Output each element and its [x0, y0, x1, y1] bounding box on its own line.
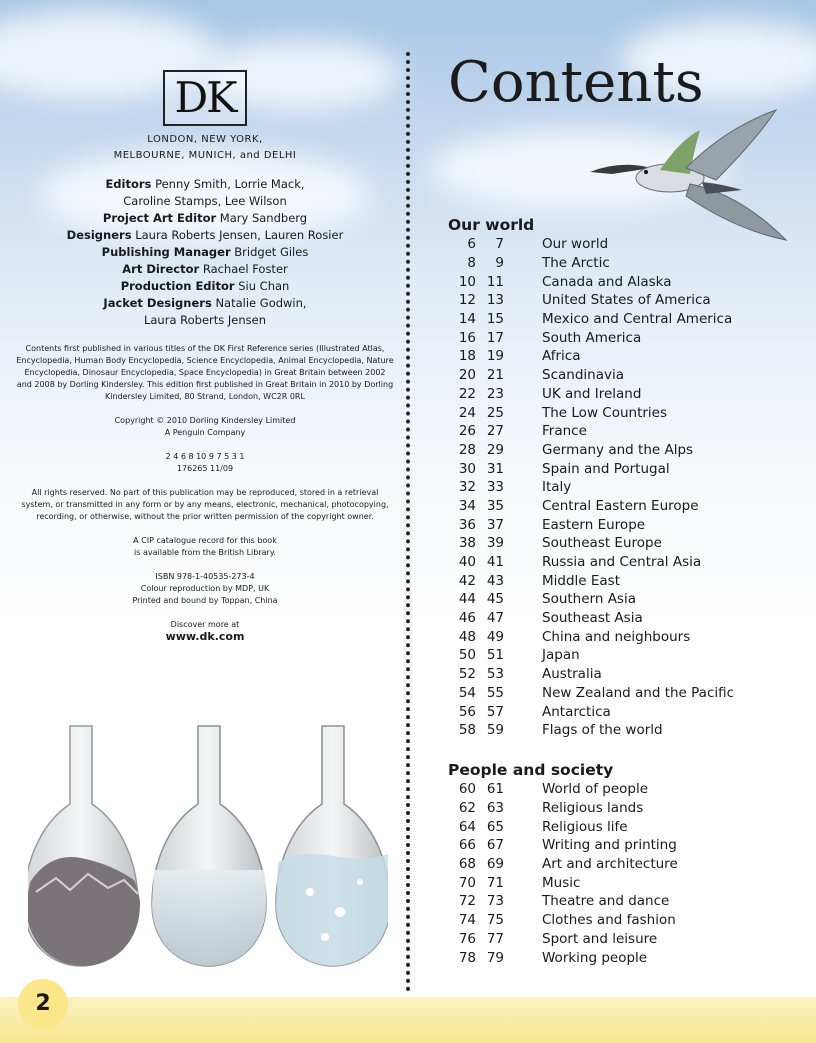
page-number: 2	[18, 979, 68, 1029]
end-page: 73	[486, 893, 504, 910]
start-page: 54	[458, 684, 476, 701]
contents-entry[interactable]	[448, 684, 734, 703]
entry-title: Sport and leisure	[542, 930, 658, 947]
end-page: 29	[486, 441, 504, 458]
start-page: 74	[458, 912, 476, 929]
start-page: 44	[458, 591, 476, 608]
first-published-note: Contents first published in various titles of the DK First Reference series (Illustrated Atlas, Encyclopedia, Human Body Encyclopedia, Science Encyclopedia, Animal Encyclopedia, Nature Encyclopedia, Dinosaur Encyclopedia, Space Encyclopedia) in Great Britain between 2002 and 2008 by Dorling Kindersley. This edition first published in Great Britain in 2010 by Dorling Kindersley Limited, 80 Strand, London, WC2R 0RL	[16, 344, 394, 401]
credit-line	[20, 278, 390, 295]
end-page: 15	[486, 311, 504, 328]
end-page: 45	[486, 591, 504, 608]
start-page: 8	[467, 255, 476, 272]
contents-entry[interactable]	[448, 817, 678, 836]
start-page: 68	[458, 856, 476, 873]
end-page: 9	[495, 255, 504, 272]
start-page: 78	[458, 949, 476, 966]
entry-title: United States of America	[542, 292, 711, 309]
end-page: 47	[486, 610, 504, 627]
contents-entry[interactable]	[448, 836, 678, 855]
contents-entry[interactable]	[448, 799, 678, 818]
credit-names: Caroline Stamps, Lee Wilson	[123, 194, 287, 208]
contents-entry[interactable]	[448, 553, 734, 572]
end-page: 17	[486, 329, 504, 346]
isbn: ISBN 978-1-40535-273-4	[155, 572, 255, 581]
contents-entry[interactable]	[448, 272, 734, 291]
end-page: 37	[486, 516, 504, 533]
credit-names: Bridget Giles	[234, 245, 309, 259]
contents-entry[interactable]	[448, 646, 734, 665]
credit-line	[20, 312, 390, 329]
contents-entry[interactable]	[448, 422, 734, 441]
print-line	[20, 451, 390, 475]
discover-text: Discover more at	[170, 620, 240, 629]
start-page: 62	[458, 800, 476, 817]
contents-entry[interactable]	[448, 385, 734, 404]
credit-role: Production Editor	[120, 279, 235, 293]
end-page: 65	[486, 818, 504, 835]
entry-title: Southeast Asia	[542, 610, 643, 627]
contents-entry[interactable]	[448, 478, 734, 497]
credit-role: Designers	[66, 228, 132, 242]
start-page: 52	[458, 666, 476, 683]
contents-entry[interactable]	[448, 291, 734, 310]
start-page: 32	[458, 479, 476, 496]
end-page: 11	[486, 273, 504, 290]
end-page: 33	[486, 479, 504, 496]
cip-line: is available from the British Library.	[134, 548, 276, 557]
entry-title: China and neighbours	[542, 628, 691, 645]
credit-role: Publishing Manager	[101, 245, 231, 259]
contents-entry[interactable]	[448, 328, 734, 347]
start-page: 72	[458, 893, 476, 910]
end-page: 21	[486, 367, 504, 384]
entry-title: France	[542, 423, 587, 440]
cip-line: A CIP catalogue record for this book	[133, 536, 277, 545]
credit-role: Editors	[105, 177, 152, 191]
entry-title: Clothes and fashion	[542, 912, 676, 929]
entry-title: New Zealand and the Pacific	[542, 684, 735, 701]
flask-water	[152, 726, 266, 966]
flask-steam	[276, 726, 388, 966]
end-page: 7	[495, 236, 504, 253]
start-page: 42	[458, 572, 476, 589]
entry-title: Africa	[542, 348, 581, 365]
end-page: 35	[486, 497, 504, 514]
start-page: 38	[458, 535, 476, 552]
start-page: 18	[458, 348, 476, 365]
cities-line: MELBOURNE, MUNICH, and DELHI	[113, 150, 297, 161]
publisher-cities	[20, 132, 390, 164]
entry-title: South America	[542, 329, 642, 346]
contents-entry[interactable]	[448, 780, 678, 799]
contents-entry[interactable]	[448, 627, 734, 646]
section-heading: People and society	[448, 761, 614, 779]
start-page: 46	[458, 610, 476, 627]
start-page: 24	[458, 404, 476, 421]
end-page: 25	[486, 404, 504, 421]
contents-entry[interactable]	[448, 855, 678, 874]
contents-section	[448, 216, 734, 740]
start-page: 28	[458, 441, 476, 458]
credit-line	[20, 261, 390, 278]
credit-role: Jacket Designers	[103, 296, 212, 310]
credit-line	[20, 295, 390, 312]
flasks-illustration	[28, 722, 388, 970]
end-page: 51	[486, 647, 504, 664]
start-page: 70	[458, 874, 476, 891]
rights-note: All rights reserved. No part of this publication may be reproduced, stored in a retrieval system, or transmitted in any form or by any means, electronic, mechanical, photocopying, recording, or otherwise, without the prior written permission of the copyright owner.	[21, 488, 389, 521]
entry-title: Middle East	[542, 572, 621, 589]
credit-names: Laura Roberts Jensen	[143, 313, 267, 327]
entry-title: Japan	[542, 647, 580, 664]
end-page: 57	[486, 703, 504, 720]
credit-line	[20, 193, 390, 210]
credit-names: Siu Chan	[238, 279, 290, 293]
end-page: 75	[486, 912, 504, 929]
colour-repro: Colour reproduction by MDP, UK	[140, 584, 270, 593]
copyright-line: Copyright © 2010 Dorling Kindersley Limited	[114, 416, 296, 425]
dk-logo-text: DK	[174, 73, 236, 122]
end-page: 41	[486, 554, 504, 571]
entry-title: Theatre and dance	[542, 893, 670, 910]
entry-title: Southeast Europe	[542, 535, 662, 552]
contents-entry[interactable]	[448, 665, 734, 684]
start-page: 58	[458, 722, 476, 739]
start-page: 26	[458, 423, 476, 440]
end-page: 23	[486, 385, 504, 402]
contents-entry[interactable]	[448, 873, 678, 892]
contents-entry[interactable]	[448, 534, 734, 553]
cities-line: LONDON, NEW YORK,	[147, 134, 263, 145]
isbn-note	[20, 571, 390, 607]
entry-title: Flags of the world	[542, 722, 663, 739]
contents-entry[interactable]	[448, 403, 734, 422]
end-page: 13	[486, 292, 504, 309]
entry-title: Australia	[542, 666, 602, 683]
start-page: 36	[458, 516, 476, 533]
end-page: 67	[486, 837, 504, 854]
flask-ice	[28, 726, 140, 966]
entry-title: Music	[542, 874, 581, 891]
start-page: 34	[458, 497, 476, 514]
end-page: 31	[486, 460, 504, 477]
end-page: 79	[486, 949, 504, 966]
credit-names: Penny Smith, Lorrie Mack,	[155, 177, 305, 191]
cip-note	[20, 535, 390, 559]
start-page: 20	[458, 367, 476, 384]
start-page: 60	[458, 781, 476, 798]
contents-entry[interactable]	[448, 930, 678, 949]
credits-block	[20, 176, 390, 329]
contents-entry[interactable]	[448, 366, 734, 385]
start-page: 10	[458, 273, 476, 290]
print-code: 176265 11/09	[176, 464, 234, 473]
credit-role: Art Director	[122, 262, 200, 276]
start-page: 50	[458, 647, 476, 664]
start-page: 66	[458, 837, 476, 854]
entry-title: Russia and Central Asia	[542, 554, 702, 571]
credit-line	[20, 210, 390, 227]
contents-entry[interactable]	[448, 254, 734, 273]
contents-entry[interactable]	[448, 310, 734, 329]
end-page: 63	[486, 800, 504, 817]
entry-title: Eastern Europe	[542, 516, 646, 533]
print-numbers: 2 4 6 8 10 9 7 5 3 1	[165, 452, 245, 461]
entry-title: Religious lands	[542, 800, 644, 817]
start-page: 30	[458, 460, 476, 477]
end-page: 61	[486, 781, 504, 798]
dk-logo	[163, 70, 247, 126]
entry-title: Southern Asia	[542, 591, 636, 608]
end-page: 39	[486, 535, 504, 552]
start-page: 76	[458, 930, 476, 947]
start-page: 6	[467, 236, 476, 253]
entry-title: The Arctic	[542, 255, 610, 272]
website-link[interactable]: www.dk.com	[165, 630, 245, 643]
entry-title: Central Eastern Europe	[542, 497, 699, 514]
entry-title: Religious life	[542, 818, 628, 835]
entry-title: Mexico and Central America	[542, 311, 733, 328]
end-page: 49	[486, 628, 504, 645]
entry-title: UK and Ireland	[542, 385, 642, 402]
credit-line	[20, 176, 390, 193]
copyright-line: A Penguin Company	[164, 428, 246, 437]
page-title: Contents	[448, 50, 704, 115]
entry-title: Spain and Portugal	[542, 460, 670, 477]
credit-names: Natalie Godwin,	[215, 296, 307, 310]
contents-entry[interactable]	[448, 702, 734, 721]
end-page: 59	[486, 722, 504, 739]
end-page: 53	[486, 666, 504, 683]
start-page: 40	[458, 554, 476, 571]
contents-entry[interactable]	[448, 590, 734, 609]
start-page: 56	[458, 703, 476, 720]
end-page: 77	[486, 930, 504, 947]
end-page: 43	[486, 572, 504, 589]
discover-note	[20, 619, 390, 644]
entry-title: Art and architecture	[542, 856, 678, 873]
contents-entry[interactable]	[448, 721, 734, 740]
contents-entry[interactable]	[448, 571, 734, 590]
end-page: 69	[486, 856, 504, 873]
credit-names: Rachael Foster	[202, 262, 288, 276]
credit-line	[20, 244, 390, 261]
copyright-note	[20, 415, 390, 439]
contents-entry[interactable]	[448, 441, 734, 460]
imprint-column	[16, 70, 394, 656]
contents-entry[interactable]	[448, 515, 734, 534]
start-page: 14	[458, 311, 476, 328]
end-page: 71	[486, 874, 504, 891]
credit-line	[20, 227, 390, 244]
credit-names: Laura Roberts Jensen, Lauren Rosier	[135, 228, 344, 242]
entry-title: World of people	[542, 781, 649, 798]
credit-names: Mary Sandberg	[219, 211, 308, 225]
contents-entry[interactable]	[448, 235, 734, 254]
section-heading: Our world	[448, 216, 535, 234]
start-page: 16	[458, 329, 476, 346]
contents-entry[interactable]	[448, 609, 734, 628]
contents-section	[448, 761, 678, 967]
entry-title: Our world	[542, 236, 609, 253]
entry-title: Antarctica	[542, 703, 611, 720]
entry-title: Germany and the Alps	[542, 441, 694, 458]
start-page: 12	[458, 292, 476, 309]
end-page: 19	[486, 348, 504, 365]
entry-title: Italy	[542, 479, 572, 496]
entry-title: Canada and Alaska	[542, 273, 672, 290]
entry-title: Writing and printing	[542, 837, 677, 854]
contents-entry[interactable]	[448, 911, 678, 930]
small-print	[16, 343, 394, 644]
end-page: 55	[486, 684, 504, 701]
page-divider	[406, 52, 410, 992]
printed-by: Printed and bound by Toppan, China	[132, 596, 278, 605]
entry-title: Working people	[542, 949, 648, 966]
entry-title: The Low Countries	[542, 404, 668, 421]
contents-entry[interactable]	[448, 892, 678, 911]
start-page: 22	[458, 385, 476, 402]
end-page: 27	[486, 423, 504, 440]
contents-entry[interactable]	[448, 948, 678, 967]
credit-role: Project Art Editor	[102, 211, 217, 225]
footer-band	[0, 997, 816, 1043]
contents-entry[interactable]	[448, 497, 734, 516]
start-page: 64	[458, 818, 476, 835]
entry-title: Scandinavia	[542, 367, 624, 384]
contents-entry[interactable]	[448, 347, 734, 366]
start-page: 48	[458, 628, 476, 645]
contents-entry[interactable]	[448, 459, 734, 478]
